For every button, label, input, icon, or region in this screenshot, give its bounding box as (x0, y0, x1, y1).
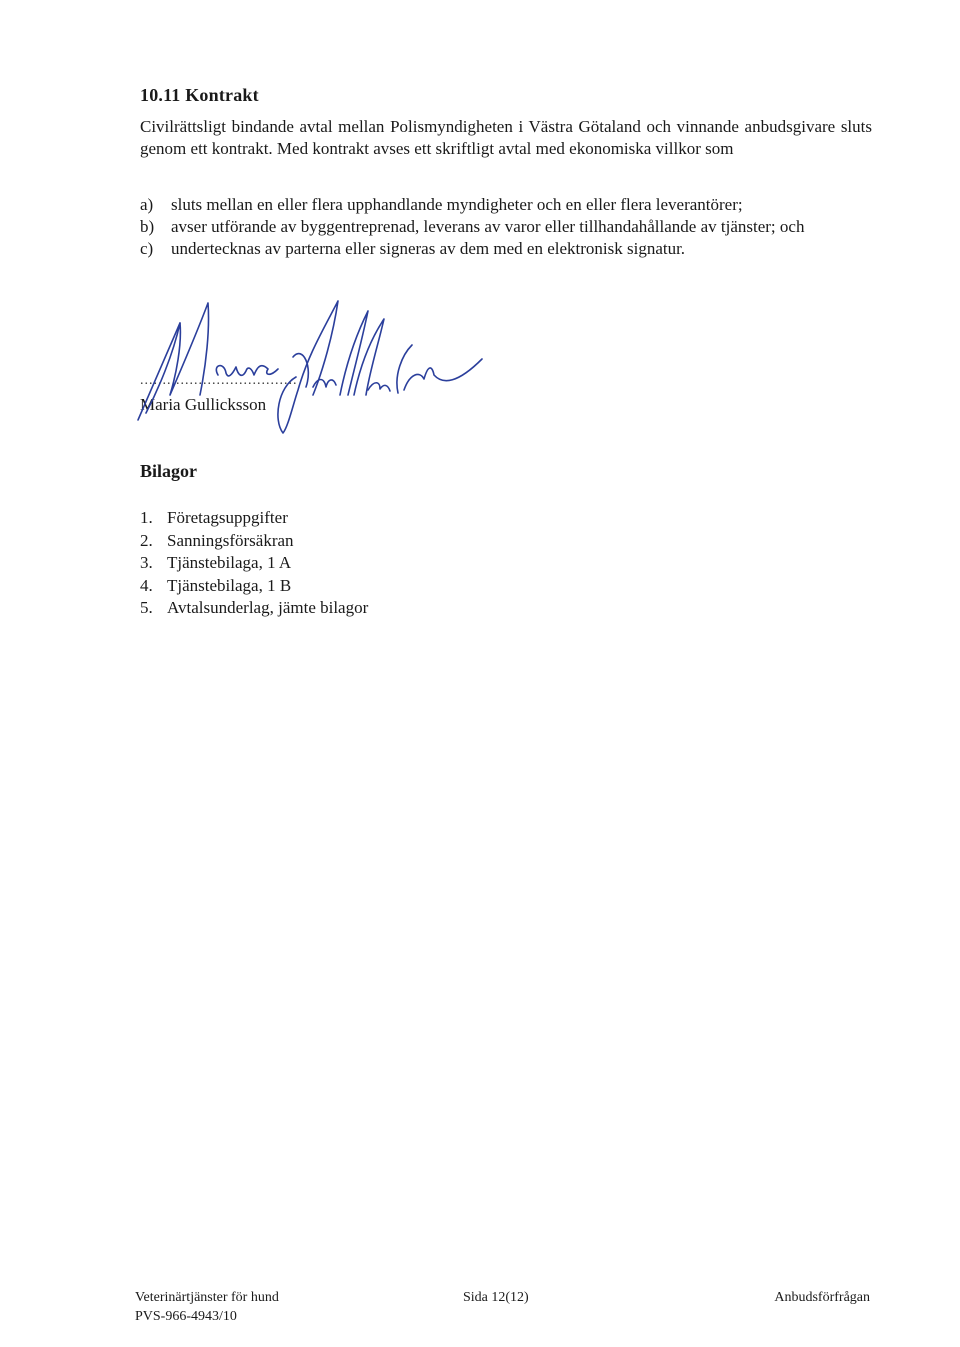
list-item (140, 216, 880, 238)
attachment-label: Avtalsunderlag, jämte bilagor (167, 598, 369, 617)
list-number: 1. (140, 508, 153, 527)
page-footer (135, 1288, 870, 1328)
signature-block (128, 295, 508, 440)
list-marker: a) (140, 195, 154, 214)
list-item (140, 507, 368, 530)
signatory-name: Maria Gullicksson (140, 395, 267, 414)
list-item-text: avser utförande av byggentreprenad, leverans av varor eller tillhandahållande av tjänster; och (171, 217, 805, 236)
list-marker: b) (140, 217, 155, 236)
list-item (140, 552, 368, 575)
list-number: 4. (140, 575, 153, 595)
attachments-list (140, 507, 368, 620)
attachments-heading: Bilagor (140, 461, 197, 481)
list-marker: c) (140, 239, 154, 258)
attachment-label: Företagsuppgifter (167, 508, 288, 527)
handwritten-signature (128, 295, 508, 440)
list-number: 5. (140, 598, 153, 617)
section-heading: 10.11 Kontrakt (140, 85, 259, 105)
attachment-label: Tjänstebilaga, 1 A (167, 553, 292, 572)
list-item (140, 597, 368, 620)
list-item-text: sluts mellan en eller flera upphandlande myndigheter och en eller flera leverantörer; (171, 195, 743, 214)
footer-page-number: Sida 12(12) (463, 1290, 529, 1305)
signature-line: ................................... (140, 373, 298, 388)
list-item (140, 238, 880, 260)
footer-document-type: Anbudsförfrågan (774, 1290, 870, 1305)
list-item-text: undertecknas av parterna eller signeras av dem med en elektronisk signatur. (171, 239, 686, 258)
contract-terms-list (140, 194, 880, 260)
attachment-label: Sanningsförsäkran (167, 530, 294, 550)
list-number: 3. (140, 553, 153, 572)
footer-document-title: Veterinärtjänster för hund (135, 1290, 279, 1305)
intro-paragraph: Civilrättsligt bindande avtal mellan Polismyndigheten i Västra Götaland och vinnande anbudsgivare sluts genom ett kontrakt. Med kontrakt avses ett skriftligt avtal med ekonomiska villkor som (140, 117, 872, 158)
list-item (140, 530, 368, 553)
list-item (140, 194, 880, 216)
attachment-label: Tjänstebilaga, 1 B (167, 575, 292, 595)
list-item (140, 575, 368, 598)
footer-left (135, 1288, 279, 1326)
list-number: 2. (140, 530, 153, 550)
footer-reference-number: PVS-966-4943/10 (135, 1309, 237, 1324)
